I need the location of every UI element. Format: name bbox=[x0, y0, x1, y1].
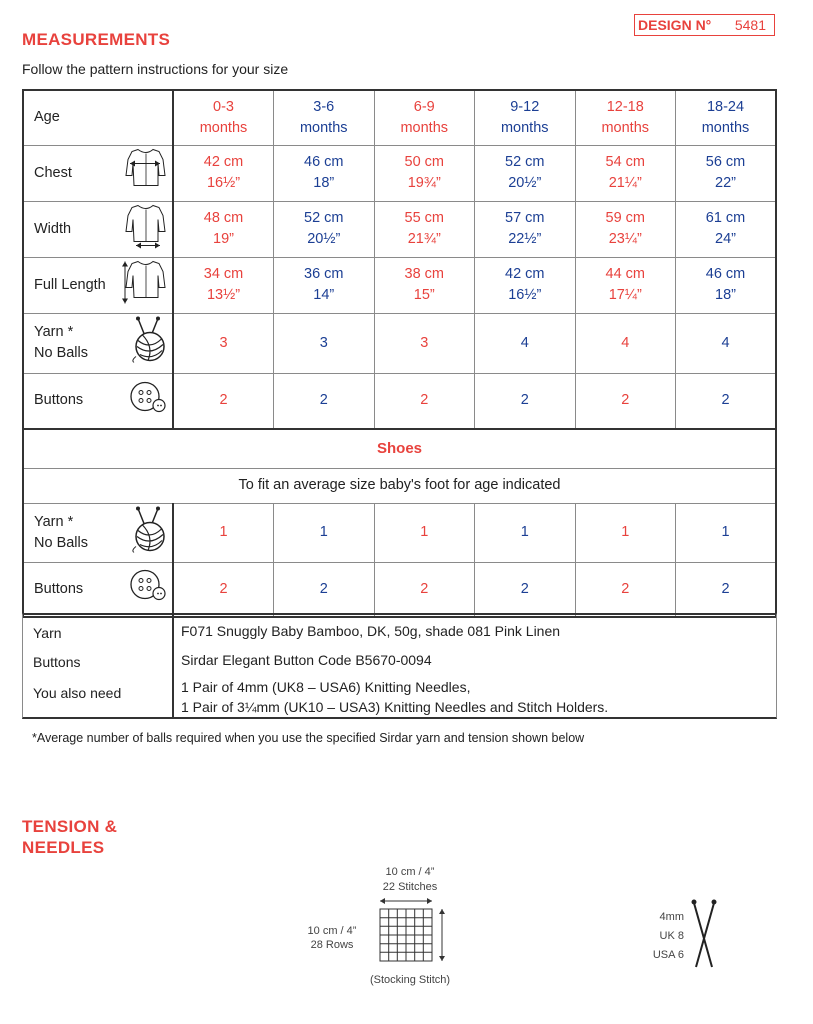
table-cell: 1 bbox=[475, 503, 576, 562]
button-icon bbox=[128, 569, 168, 610]
shoes-note: To fit an average size baby's foot for age indicated bbox=[23, 468, 776, 503]
table-cell: 59 cm 23¼” bbox=[575, 201, 676, 257]
intro-text: Follow the pattern instructions for your size bbox=[22, 61, 289, 77]
table-cell: 3 bbox=[274, 313, 375, 373]
table-cell: 4 bbox=[475, 313, 576, 373]
buttons-row bbox=[23, 373, 776, 429]
table-cell: 56 cm 22” bbox=[676, 145, 777, 201]
design-number: 5481 bbox=[734, 17, 766, 33]
chest-cardigan-icon bbox=[122, 146, 168, 201]
table-cell: 2 bbox=[374, 373, 475, 429]
yarn-ball-icon bbox=[128, 506, 168, 559]
table-cell: 55 cm 21¾” bbox=[374, 201, 475, 257]
table-cell: 52 cm 20½” bbox=[475, 145, 576, 201]
yarn-label-cell: Yarn * No Balls bbox=[23, 313, 173, 373]
age-label: Age bbox=[34, 109, 60, 126]
table-cell: 1 bbox=[676, 503, 777, 562]
shoes-yarn-row bbox=[23, 503, 776, 562]
also-need-line1: 1 Pair of 4mm (UK8 – USA6) Knitting Needles, bbox=[181, 679, 471, 695]
table-cell: 52 cm 20½” bbox=[274, 201, 375, 257]
length-cardigan-icon bbox=[122, 258, 168, 313]
button-icon bbox=[128, 380, 168, 421]
table-cell: 9-12 months bbox=[475, 90, 576, 145]
needle-usa: USA 6 bbox=[652, 949, 684, 961]
table-cell: 3-6 months bbox=[274, 90, 375, 145]
needle-uk: UK 8 bbox=[659, 930, 684, 942]
table-cell: 2 bbox=[274, 373, 375, 429]
width-row bbox=[23, 201, 776, 257]
table-cell: 1 bbox=[374, 503, 475, 562]
crossed-needles-icon bbox=[688, 897, 720, 971]
tension-title-1: TENSION & bbox=[22, 817, 118, 836]
table-cell: 57 cm 22½” bbox=[475, 201, 576, 257]
width-cardigan-icon bbox=[122, 202, 168, 257]
also-need-line2: 1 Pair of 3¼mm (UK10 – USA3) Knitting Needles and Stitch Holders. bbox=[181, 699, 609, 715]
materials-section bbox=[22, 613, 777, 719]
materials-divider bbox=[172, 615, 174, 717]
table-cell: 4 bbox=[676, 313, 777, 373]
needle-mm: 4mm bbox=[659, 911, 684, 923]
buttons-value: Sirdar Elegant Button Code B5670-0094 bbox=[181, 652, 432, 668]
tension-grid-icon bbox=[375, 895, 460, 970]
yarn-ball-icon bbox=[128, 317, 168, 370]
length-label-cell: Full Length bbox=[23, 257, 173, 313]
table-cell: 2 bbox=[173, 562, 274, 617]
tension-width-label: 10 cm / 4” bbox=[385, 866, 435, 878]
tension-title-2: NEEDLES bbox=[22, 838, 105, 857]
table-cell: 44 cm 17¼” bbox=[575, 257, 676, 313]
table-cell: 0-3 months bbox=[173, 90, 274, 145]
yarn-value: F071 Snuggly Baby Bamboo, DK, 50g, shade 081 Pink Linen bbox=[181, 623, 561, 639]
table-cell: 3 bbox=[374, 313, 475, 373]
footnote: *Average number of balls required when you use the specified Sirdar yarn and tension shown below bbox=[32, 731, 585, 745]
shoes-yarn-label-cell: Yarn * No Balls bbox=[23, 503, 173, 562]
chest-label-cell: Chest bbox=[23, 145, 173, 201]
table-cell: 50 cm 19¾” bbox=[374, 145, 475, 201]
table-cell: 3 bbox=[173, 313, 274, 373]
buttons-label-cell: Buttons bbox=[23, 373, 173, 429]
page-title: MEASUREMENTS bbox=[22, 30, 171, 49]
table-cell: 46 cm 18” bbox=[274, 145, 375, 201]
table-cell: 34 cm 13½” bbox=[173, 257, 274, 313]
table-cell: 1 bbox=[575, 503, 676, 562]
age-row bbox=[23, 90, 776, 145]
chest-row bbox=[23, 145, 776, 201]
stitch-type: (Stocking Stitch) bbox=[369, 974, 451, 986]
table-cell: 18-24 months bbox=[676, 90, 777, 145]
table-cell: 2 bbox=[475, 373, 576, 429]
shoes-buttons-row bbox=[23, 562, 776, 617]
table-cell: 6-9 months bbox=[374, 90, 475, 145]
tension-rows: 28 Rows bbox=[310, 939, 354, 951]
age-label-cell bbox=[23, 90, 173, 145]
table-cell: 61 cm 24” bbox=[676, 201, 777, 257]
shoes-title: Shoes bbox=[23, 429, 776, 468]
tension-stitches: 22 Stitches bbox=[382, 881, 438, 893]
table-cell: 2 bbox=[575, 373, 676, 429]
yarn-label: Yarn bbox=[33, 625, 62, 641]
table-cell: 42 cm 16½” bbox=[173, 145, 274, 201]
table-cell: 2 bbox=[676, 562, 777, 617]
table-cell: 4 bbox=[575, 313, 676, 373]
tension-height-label: 10 cm / 4” bbox=[307, 925, 357, 937]
table-cell: 1 bbox=[274, 503, 375, 562]
width-label-cell: Width bbox=[23, 201, 173, 257]
table-cell: 2 bbox=[173, 373, 274, 429]
table-cell: 54 cm 21¼” bbox=[575, 145, 676, 201]
shoes-buttons-label-cell: Buttons bbox=[23, 562, 173, 617]
table-cell: 2 bbox=[274, 562, 375, 617]
table-cell: 1 bbox=[173, 503, 274, 562]
table-cell: 48 cm 19” bbox=[173, 201, 274, 257]
table-cell: 2 bbox=[374, 562, 475, 617]
table-cell: 42 cm 16½” bbox=[475, 257, 576, 313]
length-row bbox=[23, 257, 776, 313]
design-label: DESIGN N° bbox=[638, 17, 712, 33]
table-cell: 46 cm 18” bbox=[676, 257, 777, 313]
table-cell: 2 bbox=[575, 562, 676, 617]
measurements-table bbox=[22, 89, 777, 618]
buttons-label: Buttons bbox=[33, 654, 81, 670]
table-cell: 36 cm 14” bbox=[274, 257, 375, 313]
table-cell: 2 bbox=[676, 373, 777, 429]
yarn-row bbox=[23, 313, 776, 373]
table-cell: 38 cm 15” bbox=[374, 257, 475, 313]
also-need-label: You also need bbox=[33, 685, 122, 701]
table-cell: 2 bbox=[475, 562, 576, 617]
table-cell: 12-18 months bbox=[575, 90, 676, 145]
design-number-box bbox=[634, 14, 775, 36]
